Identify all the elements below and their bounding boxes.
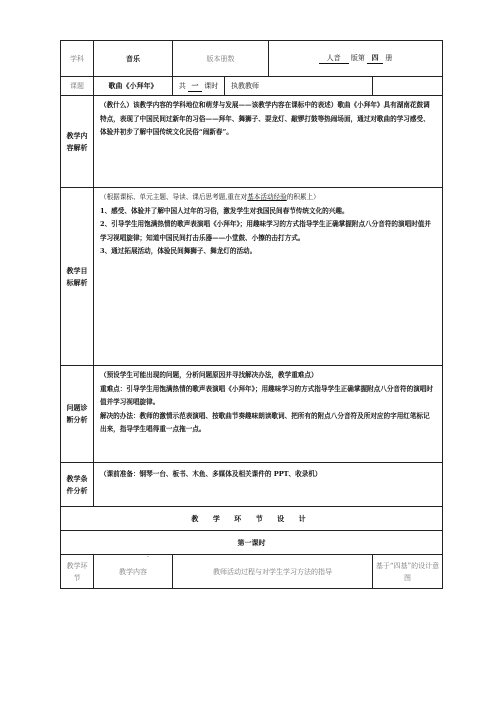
diagnosis-solution: 解决的办法：教师的激情示范表演唱、按歌曲节奏趣味朗读歌词、把所有的附点八分音符及所对应的字用红笔标记出来，指导学生唱得重一点拖一点。	[100, 411, 430, 433]
column-stage: 教学环节	[61, 555, 94, 589]
objectives-hint-after: 的积累上）	[286, 193, 320, 201]
objectives-hint	[100, 191, 436, 205]
stray-mark: ·	[147, 554, 149, 561]
conditions-row	[61, 463, 443, 507]
diagnosis-key-points: 重难点：引导学生用饱满热情的歌声表演唱《小拜年》；用趣味学习的方式指导学生正确掌握附点八分音符的演唱时值并学习视唱旋律。	[100, 384, 433, 406]
subject-label: 学科	[61, 41, 94, 77]
edition-word: 版第	[350, 54, 365, 62]
column-activity: 教师活动过程与对学生学习方法的指导	[173, 555, 373, 589]
lesson-title-row	[61, 531, 443, 555]
header-row	[61, 41, 443, 77]
volume-suffix: 册	[385, 54, 393, 62]
topic-row	[61, 77, 443, 96]
total-hours	[173, 77, 225, 96]
publisher: 人音	[319, 53, 349, 64]
lesson-title: 第一课时	[61, 531, 443, 555]
total-prefix: 共	[178, 81, 186, 90]
edition-value	[269, 41, 443, 77]
column-intent: 基于“四基”的设计意图	[373, 555, 443, 589]
objectives-row	[61, 188, 443, 366]
objectives-hint-before: （根据课标、单元主题、导读、课后思考题,重在对	[100, 193, 248, 201]
objectives-label	[61, 188, 94, 366]
diagnosis-label	[61, 366, 94, 463]
content-analysis-row	[61, 96, 443, 188]
topic-value: 歌曲《小拜年》	[94, 77, 173, 96]
conditions-label-text: 教学条件分析	[66, 473, 88, 495]
diagnosis-label-text: 问题诊断分析	[66, 403, 88, 424]
subject-value: 音乐	[94, 41, 173, 77]
content-analysis-text: （教什么）该教学内容的学科地位和萌芽与发展——该教学内容在课标中的表述）歌曲《小拜年》具有湖南花鼓调特点，表现了中国民间过新年的习俗——拜年、舞狮子、耍龙灯、敲锣打鼓等热闹场面，通过对歌曲的学习感受、体验并初步了解中国传统文化民俗“闹新春”。	[94, 96, 443, 188]
objectives-text	[94, 188, 443, 366]
content-analysis-label-text: 教学内容解析	[66, 130, 88, 152]
objectives-hint-underlined: 基本活动经验	[247, 193, 287, 201]
total-count: 一	[188, 81, 202, 92]
diagnosis-text	[94, 366, 443, 463]
lesson-plan-form	[60, 40, 442, 589]
columns-header-row	[61, 555, 443, 589]
column-content: 教学内容	[94, 555, 173, 589]
total-suffix: 课时	[204, 81, 219, 90]
edition-label: 版本册数	[173, 41, 269, 77]
objective-item: 2、引导学生用饱满热情的歌声表演唱《小拜年》；用趣味学习的方式指导学生正确掌握附点八分音符的演唱时值并学习视唱旋律；知道中国民间打击乐器——小堂鼓、小擦的击打方式。	[100, 220, 431, 242]
lesson-plan-table	[60, 40, 443, 589]
volume-number: 四	[367, 53, 383, 64]
conditions-text: （课前准备：钢琴一台、板书、木鱼、多媒体及相关课件的 PPT、收录机）	[94, 463, 443, 507]
objective-item: 1、感受、体验并了解中国人过年的习俗，激发学生对我国民间春节传统文化的兴趣。	[100, 206, 349, 215]
objectives-label-text: 教学目标解析	[66, 265, 88, 287]
conditions-label	[61, 463, 94, 507]
teacher-value	[373, 77, 443, 96]
objective-item: 3、通过拓展活动，体验民间舞狮子、舞龙灯的活动。	[100, 247, 257, 255]
topic-label: 课题	[61, 77, 94, 96]
diagnosis-row	[61, 366, 443, 463]
design-title-row	[61, 507, 443, 531]
design-title: 教 学 环 节 设 计	[61, 507, 443, 531]
content-analysis-label	[61, 96, 94, 188]
teacher-label: 执教教师	[225, 77, 373, 96]
diagnosis-hint: （预设学生可能出现的问题，分析问题原因并寻找解决办法，教学重难点）	[100, 371, 318, 379]
